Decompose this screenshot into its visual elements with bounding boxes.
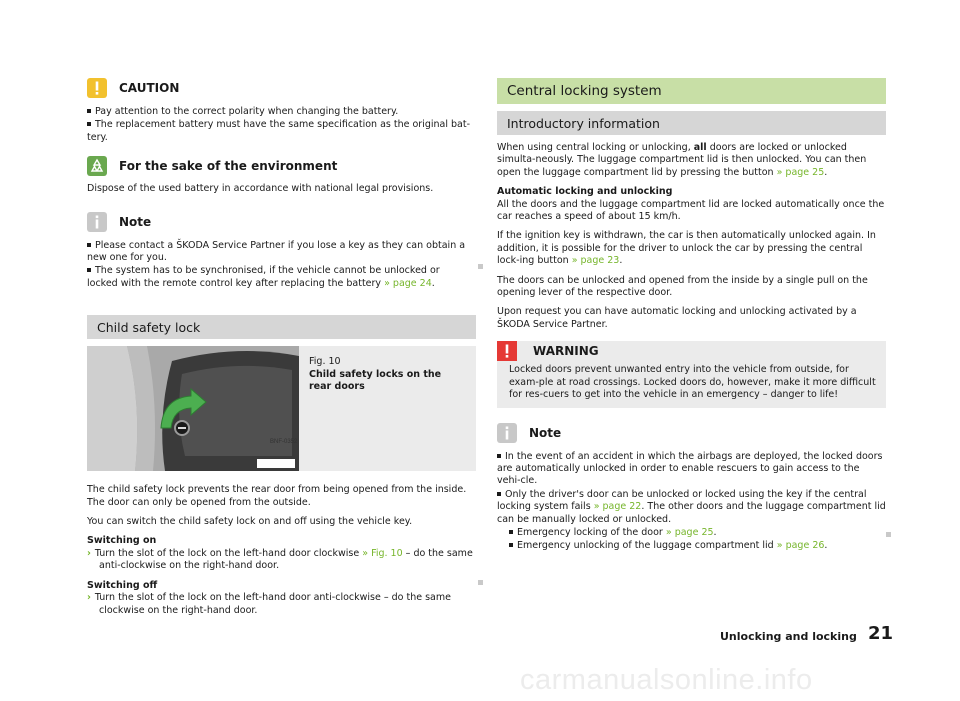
step-arrow-icon: › [87,547,91,559]
figure-number: Fig. 10 [309,356,341,368]
warning-icon [497,341,517,361]
step-arrow-icon: › [87,592,91,604]
bullet-icon [87,268,91,272]
end-of-section-mark [886,532,891,537]
left-column [87,78,476,624]
intro-p3-end: . [619,255,623,267]
caution-icon [87,78,107,98]
note-item-1: Please contact a ŠKODA Service Partner if you lose a key as they can obtain a new one for you. [87,239,466,264]
end-of-section-mark [478,264,483,269]
note-right-sub-1-end: . [713,526,717,538]
end-of-section-mark [478,580,483,585]
fig-10-link[interactable]: » Fig. 10 [362,547,403,559]
warning-block [497,341,886,407]
note-right-item-1: In the event of an accident in which the airbags are deployed, the locked doors are automatically unlocked in order to enable rescuers to gain access to the vehi-cle. [497,450,883,487]
intro-p5: Upon request you can have automatic locking and unlocking activated by a ŠKODA Service Partner. [497,306,857,330]
page-25-link[interactable]: » page 25 [776,166,825,178]
intro-p1: When using central locking or unlocking, [497,142,691,153]
figure-code: BNF-0352 [270,439,298,445]
note-title-right: Note [529,425,562,440]
chapter-title: Central locking system [507,83,662,99]
note-right-item-2-end: . The other doors and the luggage compartment lid can be manually locked or unlocked. [497,501,886,525]
note-right-item-2: Only the driver's door can be unlocked or locked using the key if the central locking system fails [497,488,867,513]
switching-on-title: Switching on [87,535,157,547]
environment-block [87,156,476,195]
child-lock-heading: Child safety lock [97,319,201,335]
switching-on-text: Turn the slot of the lock on the left-hand door clockwise [94,547,360,559]
page-26-link[interactable]: » page 26 [776,540,825,552]
caution-block [87,78,476,144]
warning-title: WARNING [533,344,599,359]
info-icon [497,423,517,443]
intro-heading-bar [497,111,886,135]
intro-p1-end: . [824,166,828,178]
intro-p1-bold: all [693,142,707,153]
intro-p3: If the ignition key is withdrawn, the car is then automatically unlocked again. In addition, it is possible for the driver to unlock the car by pressing the central lock-ing button [497,230,876,267]
recycling-icon [87,156,107,176]
bullet-icon [87,109,91,113]
bullet-icon [509,543,513,547]
bullet-icon [497,492,501,496]
page-25-link[interactable]: » page 25 [665,526,714,538]
bullet-icon [87,122,91,126]
right-column [497,78,886,560]
note-item-2-end: . [431,277,435,289]
switching-off-title: Switching off [87,579,158,591]
chapter-title-bar [497,78,886,104]
child-lock-intro: The child safety lock prevents the rear door from being opened from the inside. The door can only be opened from the outside. [87,484,467,508]
auto-locking-text: All the doors and the luggage compartment lid are locked automatically once the car reaches a speed of about 15 km/h. [497,198,885,223]
note-block-right [497,423,886,553]
figure-caption-area [299,346,476,471]
switching-on-text-end: – do the same anti-clockwise on the right-hand door. [99,547,473,572]
figure-box [87,346,476,471]
child-lock-heading-bar [87,315,476,339]
bullet-icon [497,454,501,458]
note-item-2: The system has to be synchronised, if the vehicle cannot be unlocked or locked with the remote control key after replacing the battery [87,265,440,289]
bullet-icon [509,530,513,534]
auto-locking-title: Automatic locking and unlocking [497,186,673,198]
bullet-icon [87,243,91,247]
info-icon [87,212,107,232]
child-lock-figure [87,346,299,471]
note-right-sub-2-end: . [824,540,828,552]
note-block [87,212,476,291]
figure-caption: Child safety locks on the rear doors [309,368,442,393]
page-22-link[interactable]: » page 22 [593,501,642,513]
note-right-sub-2: Emergency unlocking of the luggage compartment lid [517,540,774,552]
intro-p4: The doors can be unlocked and opened from the inside by a single pull on the opening lever of the respective door. [497,274,868,299]
page-23-link[interactable]: » page 23 [571,255,620,267]
environment-text: Dispose of the used battery in accordance with national legal provisions. [87,183,434,195]
caution-item-1: Pay attention to the correct polarity when changing the battery. [95,106,399,117]
switching-off-text: Turn the slot of the lock on the left-hand door anti-clockwise – do the same clockwise on the right-hand door. [94,592,451,616]
page-24-link[interactable]: » page 24 [384,277,432,289]
intro-heading: Introductory information [507,115,660,131]
warning-text: Locked doors prevent unwanted entry into the vehicle from outside, for exam-ple at road crossings. Locked doors do, however, make it more difficult for res-cuers to get into the vehicle in an emergency – danger to life! [509,364,876,401]
intro-p1-cont: doors are locked or unlocked simulta-neously. The luggage compartment lid is then unlocked. You can then open the luggage compartment lid by pressing the button [497,142,867,178]
footer-section-label: Unlocking and locking [720,630,857,643]
watermark-text: carmanualsonline.info [520,664,813,696]
child-lock-switch-text: You can switch the child safety lock on and off using the vehicle key. [87,516,413,528]
note-title: Note [119,214,152,229]
footer-page-number: 21 [868,623,894,644]
note-right-sub-1: Emergency locking of the door [517,526,663,538]
caution-title: CAUTION [119,81,180,95]
caution-item-2: The replacement battery must have the same specification as the original bat-tery. [87,119,471,143]
environment-title: For the sake of the environment [119,159,338,174]
